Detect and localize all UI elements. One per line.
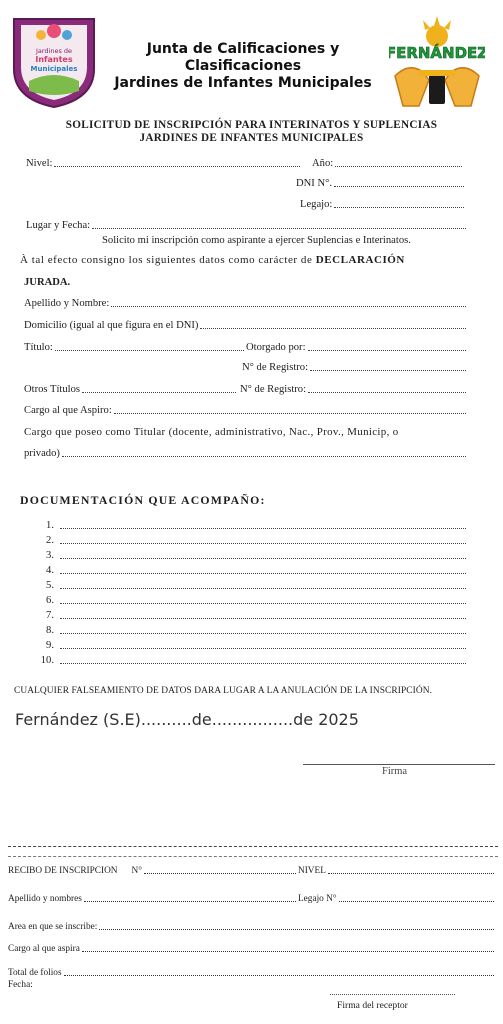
recibo-legajo-field[interactable]	[298, 894, 496, 904]
apellido-field[interactable]	[24, 298, 468, 309]
registro-field-2[interactable]	[240, 384, 468, 395]
signature-line	[303, 764, 495, 765]
form-title	[20, 119, 483, 145]
place-date-field[interactable]: Fernández (S.E)..........de................de 2025	[15, 710, 359, 729]
nivel-label: Nivel:	[26, 158, 53, 169]
warning-text: CUALQUIER FALSEAMIENTO DE DATOS DARA LUGAR A LA ANULACIÓN DE LA INSCRIPCIÓN.	[14, 686, 433, 696]
recibo-numero-field[interactable]	[8, 866, 298, 876]
recibo-folios-label: Total de folios	[8, 968, 62, 978]
form-title-line-1: SOLICITUD DE INSCRIPCIÓN PARA INTERINATOS Y SUPLENCIAS	[65, 119, 438, 131]
recibo-apellido-label: Apellido y nombres	[8, 894, 82, 904]
titulo-label: Título:	[24, 342, 53, 353]
recibo-label: RECIBO DE INSCRIPCION	[8, 866, 118, 876]
otorgado-label: Otorgado por:	[246, 342, 306, 353]
documentation-item[interactable]: 5.	[36, 580, 468, 591]
otros-titulos-label: Otros Títulos	[24, 384, 81, 395]
signature-label: Firma	[382, 766, 408, 777]
header-line-1: Junta de Calificaciones y Clasificaciones	[146, 41, 340, 74]
recibo-cargo-label: Cargo al que aspira	[8, 944, 80, 954]
titulo-field[interactable]	[24, 342, 246, 353]
recibo-area-field[interactable]	[8, 922, 496, 932]
logo-text: Jardines de	[35, 47, 73, 55]
dni-label: DNI N°.	[296, 178, 333, 189]
declaracion-label: DECLARACIÓN	[315, 254, 405, 266]
recibo-nivel-label: NIVEL	[298, 866, 326, 876]
jurada-label: JURADA.	[24, 277, 71, 288]
recibo-apellido-field[interactable]	[8, 894, 298, 904]
documentation-item[interactable]: 7.	[36, 610, 468, 621]
recibo-nivel-field[interactable]	[298, 866, 496, 876]
documentation-item[interactable]: 2.	[36, 535, 468, 546]
cut-line	[8, 846, 498, 847]
recibo-cargo-field[interactable]	[8, 944, 496, 954]
documentation-item[interactable]: 1.	[36, 520, 468, 531]
form-title-line-2: JARDINES DE INFANTES MUNICIPALES	[139, 132, 364, 144]
otros-titulos-field[interactable]	[24, 384, 238, 395]
documentation-item[interactable]: 4.	[36, 565, 468, 576]
anio-label: Año:	[312, 158, 334, 169]
receptor-signature-line	[330, 994, 455, 995]
domicilio-label: Domicilio (igual al que figura en el DNI)	[24, 320, 199, 331]
cargo-titular-label-2: privado)	[24, 448, 60, 459]
lugar-fecha-field[interactable]	[26, 220, 468, 231]
lugar-fecha-label: Lugar y Fecha:	[26, 220, 91, 231]
consigno-text: À tal efecto consigno los siguientes datos como carácter de	[20, 254, 316, 266]
svg-text:Municipales: Municipales	[30, 65, 78, 73]
declaracion-text	[20, 253, 470, 268]
nivel-field[interactable]	[26, 158, 302, 169]
cargo-aspiro-label: Cargo al que Aspiro:	[24, 405, 112, 416]
recibo-area-label: Area en que se inscribe:	[8, 922, 98, 932]
recibo-fecha-label: Fecha:	[8, 980, 33, 990]
apellido-label: Apellido y Nombre:	[24, 298, 110, 309]
registro-field-1[interactable]	[242, 362, 468, 373]
header-title	[100, 41, 386, 92]
solicito-text: Solicito mi inscripción como aspirante a ejercer Suplencias e Interinatos.	[102, 235, 411, 246]
kindergarten-logo	[11, 11, 97, 109]
cargo-titular-field[interactable]	[24, 448, 468, 459]
cargo-titular-label: Cargo que poseo como Titular (docente, administrativo, Nac., Prov., Municip, o	[24, 426, 399, 438]
cargo-aspiro-field[interactable]	[24, 405, 468, 416]
dni-field[interactable]	[296, 178, 466, 189]
domicilio-field[interactable]	[24, 320, 468, 331]
documentation-item[interactable]: 6.	[36, 595, 468, 606]
recibo-legajo-label: Legajo N°	[298, 894, 337, 904]
header-line-2: Jardines de Infantes Municipales	[114, 75, 372, 91]
recibo-folios-field[interactable]	[8, 968, 496, 978]
documentation-item[interactable]: 3.	[36, 550, 468, 561]
svg-text:Infantes: Infantes	[35, 55, 73, 64]
registro-label-1: N° de Registro:	[242, 362, 309, 373]
receptor-signature-label: Firma del receptor	[337, 1000, 408, 1011]
numero-label: N°	[131, 866, 142, 876]
documentation-title: DOCUMENTACIÓN QUE ACOMPAÑO:	[20, 493, 266, 507]
logo-wordmark: FERNÁNDEZ	[389, 44, 485, 62]
cut-line	[8, 856, 498, 857]
documentation-item[interactable]: 8.	[36, 625, 468, 636]
anio-field[interactable]	[312, 158, 464, 169]
legajo-field[interactable]	[300, 199, 466, 210]
otorgado-field[interactable]	[246, 342, 468, 353]
documentation-item[interactable]: 9.	[36, 640, 468, 651]
documentation-item[interactable]: 10.	[36, 655, 468, 666]
legajo-label: Legajo:	[300, 199, 333, 210]
registro-label-2: N° de Registro:	[240, 384, 307, 395]
fernandez-logo	[389, 14, 485, 112]
